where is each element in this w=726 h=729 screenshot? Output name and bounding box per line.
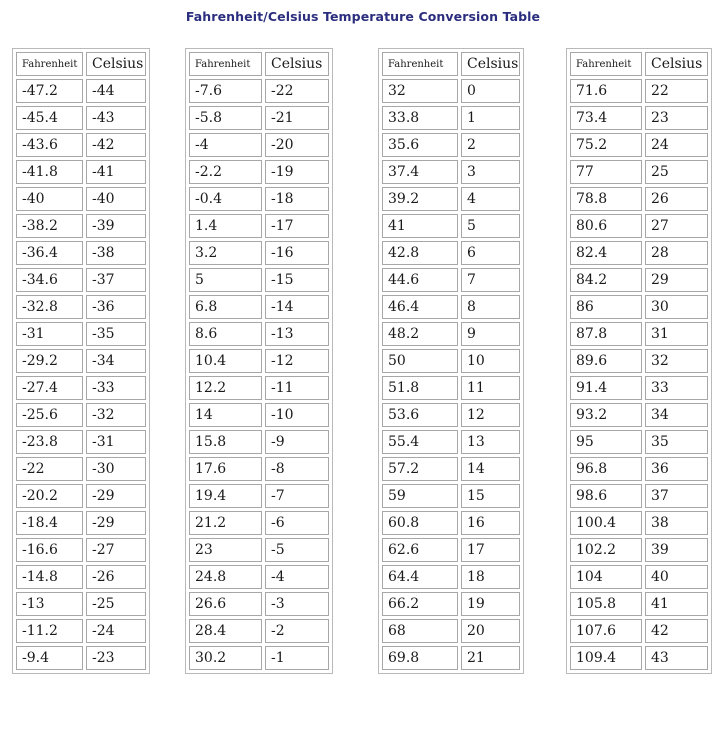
fahrenheit-cell: -11.2 — [16, 619, 83, 643]
fahrenheit-cell: 51.8 — [382, 376, 458, 400]
table-row — [16, 511, 146, 535]
fahrenheit-cell: 82.4 — [570, 241, 642, 265]
fahrenheit-cell: 44.6 — [382, 268, 458, 292]
table-row — [16, 241, 146, 265]
fahrenheit-cell: 68 — [382, 619, 458, 643]
table-row — [16, 295, 146, 319]
celsius-cell: -24 — [86, 619, 146, 643]
fahrenheit-cell: 21.2 — [189, 511, 262, 535]
celsius-cell: -26 — [86, 565, 146, 589]
celsius-cell: 6 — [461, 241, 520, 265]
fahrenheit-cell: 62.6 — [382, 538, 458, 562]
celsius-cell: 38 — [645, 511, 708, 535]
fahrenheit-cell: -18.4 — [16, 511, 83, 535]
table-row — [382, 133, 520, 157]
table-row — [382, 457, 520, 481]
celsius-cell: 30 — [645, 295, 708, 319]
celsius-cell: -1 — [265, 646, 329, 670]
table-row — [570, 241, 708, 265]
fahrenheit-cell: 86 — [570, 295, 642, 319]
celsius-cell: -40 — [86, 187, 146, 211]
fahrenheit-cell: 60.8 — [382, 511, 458, 535]
fahrenheit-cell: -43.6 — [16, 133, 83, 157]
fahrenheit-cell: -4 — [189, 133, 262, 157]
table-row — [382, 106, 520, 130]
fahrenheit-cell: 28.4 — [189, 619, 262, 643]
table-row — [382, 322, 520, 346]
fahrenheit-cell: 10.4 — [189, 349, 262, 373]
celsius-cell: -42 — [86, 133, 146, 157]
fahrenheit-cell: 26.6 — [189, 592, 262, 616]
fahrenheit-cell: 1.4 — [189, 214, 262, 238]
fahrenheit-cell: -14.8 — [16, 565, 83, 589]
fahrenheit-cell: 96.8 — [570, 457, 642, 481]
fahrenheit-cell: 59 — [382, 484, 458, 508]
celsius-cell: -16 — [265, 241, 329, 265]
table-row — [189, 376, 329, 400]
table-row — [382, 619, 520, 643]
table-row — [189, 403, 329, 427]
celsius-cell: -18 — [265, 187, 329, 211]
table-row — [382, 484, 520, 508]
fahrenheit-cell: 23 — [189, 538, 262, 562]
celsius-cell: -32 — [86, 403, 146, 427]
fahrenheit-cell: 30.2 — [189, 646, 262, 670]
table-row — [570, 484, 708, 508]
table-header-row — [189, 52, 329, 76]
fahrenheit-cell: 66.2 — [382, 592, 458, 616]
celsius-cell: -4 — [265, 565, 329, 589]
celsius-cell: -33 — [86, 376, 146, 400]
fahrenheit-cell: 93.2 — [570, 403, 642, 427]
celsius-cell: 32 — [645, 349, 708, 373]
celsius-cell: -39 — [86, 214, 146, 238]
fahrenheit-cell: -2.2 — [189, 160, 262, 184]
celsius-cell: -36 — [86, 295, 146, 319]
celsius-cell: -9 — [265, 430, 329, 454]
celsius-cell: 16 — [461, 511, 520, 535]
table-row — [189, 106, 329, 130]
fahrenheit-cell: 55.4 — [382, 430, 458, 454]
celsius-cell: 27 — [645, 214, 708, 238]
table-row — [189, 349, 329, 373]
celsius-cell: -23 — [86, 646, 146, 670]
fahrenheit-cell: 19.4 — [189, 484, 262, 508]
fahrenheit-cell: -22 — [16, 457, 83, 481]
table-row — [189, 322, 329, 346]
table-row — [16, 565, 146, 589]
celsius-cell: 15 — [461, 484, 520, 508]
celsius-cell: 17 — [461, 538, 520, 562]
fahrenheit-cell: 50 — [382, 349, 458, 373]
fahrenheit-cell: 89.6 — [570, 349, 642, 373]
fahrenheit-cell: 46.4 — [382, 295, 458, 319]
table-row — [189, 511, 329, 535]
celsius-cell: 35 — [645, 430, 708, 454]
table-row — [16, 403, 146, 427]
fahrenheit-cell: 73.4 — [570, 106, 642, 130]
table-row — [16, 430, 146, 454]
table-row — [382, 295, 520, 319]
fahrenheit-cell: 39.2 — [382, 187, 458, 211]
celsius-cell: 29 — [645, 268, 708, 292]
celsius-cell: 4 — [461, 187, 520, 211]
table-row — [570, 592, 708, 616]
table-row — [16, 133, 146, 157]
table-row — [382, 511, 520, 535]
celsius-cell: 19 — [461, 592, 520, 616]
celsius-cell: 28 — [645, 241, 708, 265]
table-row — [382, 646, 520, 670]
table-row — [382, 79, 520, 103]
fahrenheit-cell: -27.4 — [16, 376, 83, 400]
celsius-cell: 21 — [461, 646, 520, 670]
fahrenheit-cell: -13 — [16, 592, 83, 616]
celsius-cell: 23 — [645, 106, 708, 130]
table-row — [570, 646, 708, 670]
table-row — [16, 376, 146, 400]
table-row — [189, 430, 329, 454]
celsius-header: Celsius — [265, 52, 329, 76]
table-row — [189, 484, 329, 508]
table-row — [16, 160, 146, 184]
table-row — [382, 538, 520, 562]
celsius-cell: 37 — [645, 484, 708, 508]
celsius-cell: -10 — [265, 403, 329, 427]
celsius-cell: 11 — [461, 376, 520, 400]
celsius-cell: -6 — [265, 511, 329, 535]
celsius-cell: -43 — [86, 106, 146, 130]
celsius-cell: 34 — [645, 403, 708, 427]
celsius-cell: 24 — [645, 133, 708, 157]
fahrenheit-cell: -0.4 — [189, 187, 262, 211]
celsius-cell: -2 — [265, 619, 329, 643]
table-row — [570, 187, 708, 211]
table-row — [570, 619, 708, 643]
table-body — [16, 52, 146, 670]
fahrenheit-cell: 105.8 — [570, 592, 642, 616]
fahrenheit-cell: 78.8 — [570, 187, 642, 211]
celsius-cell: -20 — [265, 133, 329, 157]
celsius-cell: 36 — [645, 457, 708, 481]
celsius-cell: -27 — [86, 538, 146, 562]
celsius-cell: -8 — [265, 457, 329, 481]
fahrenheit-cell: -16.6 — [16, 538, 83, 562]
fahrenheit-cell: 98.6 — [570, 484, 642, 508]
table-row — [382, 214, 520, 238]
fahrenheit-header: Fahrenheit — [16, 52, 83, 76]
fahrenheit-cell: 104 — [570, 565, 642, 589]
table-row — [189, 214, 329, 238]
fahrenheit-cell: -36.4 — [16, 241, 83, 265]
fahrenheit-cell: 24.8 — [189, 565, 262, 589]
celsius-cell: -11 — [265, 376, 329, 400]
fahrenheit-cell: -41.8 — [16, 160, 83, 184]
fahrenheit-cell: 87.8 — [570, 322, 642, 346]
celsius-cell: -22 — [265, 79, 329, 103]
celsius-cell: -14 — [265, 295, 329, 319]
celsius-cell: 22 — [645, 79, 708, 103]
table-row — [570, 133, 708, 157]
table-row — [16, 214, 146, 238]
celsius-cell: -17 — [265, 214, 329, 238]
table-row — [570, 457, 708, 481]
fahrenheit-cell: 95 — [570, 430, 642, 454]
table-row — [189, 619, 329, 643]
celsius-cell: -13 — [265, 322, 329, 346]
table-row — [570, 538, 708, 562]
table-row — [570, 511, 708, 535]
celsius-cell: -15 — [265, 268, 329, 292]
table-row — [570, 403, 708, 427]
table-body — [189, 52, 329, 670]
fahrenheit-cell: -23.8 — [16, 430, 83, 454]
fahrenheit-cell: 53.6 — [382, 403, 458, 427]
conversion-table-4 — [566, 48, 712, 674]
celsius-cell: 12 — [461, 403, 520, 427]
celsius-cell: -19 — [265, 160, 329, 184]
celsius-cell: 42 — [645, 619, 708, 643]
table-row — [382, 187, 520, 211]
conversion-table-1 — [12, 48, 150, 674]
table-row — [189, 646, 329, 670]
fahrenheit-cell: -38.2 — [16, 214, 83, 238]
table-row — [570, 295, 708, 319]
table-row — [16, 322, 146, 346]
celsius-cell: 10 — [461, 349, 520, 373]
table-row — [382, 430, 520, 454]
celsius-cell: 26 — [645, 187, 708, 211]
table-row — [382, 268, 520, 292]
table-row — [382, 349, 520, 373]
fahrenheit-cell: -9.4 — [16, 646, 83, 670]
table-row — [16, 592, 146, 616]
celsius-header: Celsius — [86, 52, 146, 76]
page-title: Fahrenheit/Celsius Temperature Conversion Table — [185, 9, 541, 24]
fahrenheit-cell: 5 — [189, 268, 262, 292]
conversion-table-2 — [185, 48, 333, 674]
celsius-cell: -21 — [265, 106, 329, 130]
fahrenheit-cell: -47.2 — [16, 79, 83, 103]
table-row — [189, 592, 329, 616]
fahrenheit-cell: 6.8 — [189, 295, 262, 319]
celsius-cell: -41 — [86, 160, 146, 184]
table-header-row — [382, 52, 520, 76]
table-row — [570, 268, 708, 292]
fahrenheit-cell: 109.4 — [570, 646, 642, 670]
fahrenheit-cell: 77 — [570, 160, 642, 184]
fahrenheit-cell: 8.6 — [189, 322, 262, 346]
celsius-cell: -29 — [86, 511, 146, 535]
celsius-cell: -35 — [86, 322, 146, 346]
fahrenheit-cell: 75.2 — [570, 133, 642, 157]
celsius-cell: 40 — [645, 565, 708, 589]
table-row — [570, 322, 708, 346]
table-body — [382, 52, 520, 670]
table-header-row — [570, 52, 708, 76]
fahrenheit-cell: -20.2 — [16, 484, 83, 508]
fahrenheit-cell: 84.2 — [570, 268, 642, 292]
table-row — [189, 133, 329, 157]
table-row — [189, 187, 329, 211]
celsius-cell: 25 — [645, 160, 708, 184]
celsius-cell: -44 — [86, 79, 146, 103]
fahrenheit-cell: 71.6 — [570, 79, 642, 103]
table-row — [382, 160, 520, 184]
table-row — [16, 646, 146, 670]
celsius-cell: -38 — [86, 241, 146, 265]
celsius-cell: 31 — [645, 322, 708, 346]
table-row — [570, 430, 708, 454]
table-row — [189, 538, 329, 562]
fahrenheit-cell: 41 — [382, 214, 458, 238]
celsius-cell: 20 — [461, 619, 520, 643]
celsius-cell: 1 — [461, 106, 520, 130]
table-row — [189, 457, 329, 481]
table-row — [189, 295, 329, 319]
fahrenheit-cell: 15.8 — [189, 430, 262, 454]
fahrenheit-cell: 32 — [382, 79, 458, 103]
table-row — [16, 349, 146, 373]
fahrenheit-cell: -31 — [16, 322, 83, 346]
table-row — [570, 376, 708, 400]
celsius-cell: -37 — [86, 268, 146, 292]
celsius-cell: 13 — [461, 430, 520, 454]
table-row — [189, 241, 329, 265]
fahrenheit-header: Fahrenheit — [570, 52, 642, 76]
table-row — [382, 565, 520, 589]
fahrenheit-cell: 42.8 — [382, 241, 458, 265]
table-row — [382, 592, 520, 616]
fahrenheit-cell: 33.8 — [382, 106, 458, 130]
celsius-cell: 7 — [461, 268, 520, 292]
fahrenheit-cell: 35.6 — [382, 133, 458, 157]
fahrenheit-header: Fahrenheit — [189, 52, 262, 76]
table-row — [16, 457, 146, 481]
celsius-cell: 9 — [461, 322, 520, 346]
celsius-cell: 18 — [461, 565, 520, 589]
table-row — [189, 268, 329, 292]
fahrenheit-cell: 37.4 — [382, 160, 458, 184]
table-row — [570, 349, 708, 373]
table-row — [570, 106, 708, 130]
celsius-cell: -31 — [86, 430, 146, 454]
celsius-cell: 41 — [645, 592, 708, 616]
table-row — [16, 79, 146, 103]
celsius-cell: -5 — [265, 538, 329, 562]
fahrenheit-cell: 91.4 — [570, 376, 642, 400]
table-row — [16, 268, 146, 292]
fahrenheit-cell: -45.4 — [16, 106, 83, 130]
celsius-cell: -25 — [86, 592, 146, 616]
fahrenheit-cell: -7.6 — [189, 79, 262, 103]
table-body — [570, 52, 708, 670]
table-row — [382, 403, 520, 427]
celsius-cell: 8 — [461, 295, 520, 319]
table-row — [570, 565, 708, 589]
table-row — [189, 160, 329, 184]
table-row — [189, 565, 329, 589]
table-row — [16, 106, 146, 130]
fahrenheit-cell: 17.6 — [189, 457, 262, 481]
celsius-cell: -3 — [265, 592, 329, 616]
table-row — [189, 79, 329, 103]
table-header-row — [16, 52, 146, 76]
table-row — [16, 538, 146, 562]
table-row — [16, 484, 146, 508]
fahrenheit-cell: 14 — [189, 403, 262, 427]
fahrenheit-cell: 102.2 — [570, 538, 642, 562]
fahrenheit-header: Fahrenheit — [382, 52, 458, 76]
fahrenheit-cell: 3.2 — [189, 241, 262, 265]
celsius-cell: -7 — [265, 484, 329, 508]
table-row — [570, 79, 708, 103]
celsius-cell: 3 — [461, 160, 520, 184]
celsius-cell: 43 — [645, 646, 708, 670]
fahrenheit-cell: -29.2 — [16, 349, 83, 373]
fahrenheit-cell: 57.2 — [382, 457, 458, 481]
fahrenheit-cell: 80.6 — [570, 214, 642, 238]
fahrenheit-cell: -34.6 — [16, 268, 83, 292]
celsius-cell: 33 — [645, 376, 708, 400]
table-row — [570, 160, 708, 184]
fahrenheit-cell: -40 — [16, 187, 83, 211]
celsius-cell: 2 — [461, 133, 520, 157]
table-row — [16, 187, 146, 211]
table-row — [570, 214, 708, 238]
fahrenheit-cell: -32.8 — [16, 295, 83, 319]
fahrenheit-cell: 12.2 — [189, 376, 262, 400]
fahrenheit-cell: -25.6 — [16, 403, 83, 427]
celsius-header: Celsius — [645, 52, 708, 76]
celsius-cell: -29 — [86, 484, 146, 508]
fahrenheit-cell: 48.2 — [382, 322, 458, 346]
celsius-cell: 39 — [645, 538, 708, 562]
celsius-cell: 5 — [461, 214, 520, 238]
table-row — [16, 619, 146, 643]
fahrenheit-cell: -5.8 — [189, 106, 262, 130]
conversion-table-3 — [378, 48, 524, 674]
celsius-cell: 0 — [461, 79, 520, 103]
celsius-cell: -34 — [86, 349, 146, 373]
fahrenheit-cell: 64.4 — [382, 565, 458, 589]
table-row — [382, 376, 520, 400]
fahrenheit-cell: 69.8 — [382, 646, 458, 670]
fahrenheit-cell: 107.6 — [570, 619, 642, 643]
fahrenheit-cell: 100.4 — [570, 511, 642, 535]
celsius-cell: -30 — [86, 457, 146, 481]
table-row — [382, 241, 520, 265]
celsius-cell: 14 — [461, 457, 520, 481]
celsius-header: Celsius — [461, 52, 520, 76]
celsius-cell: -12 — [265, 349, 329, 373]
